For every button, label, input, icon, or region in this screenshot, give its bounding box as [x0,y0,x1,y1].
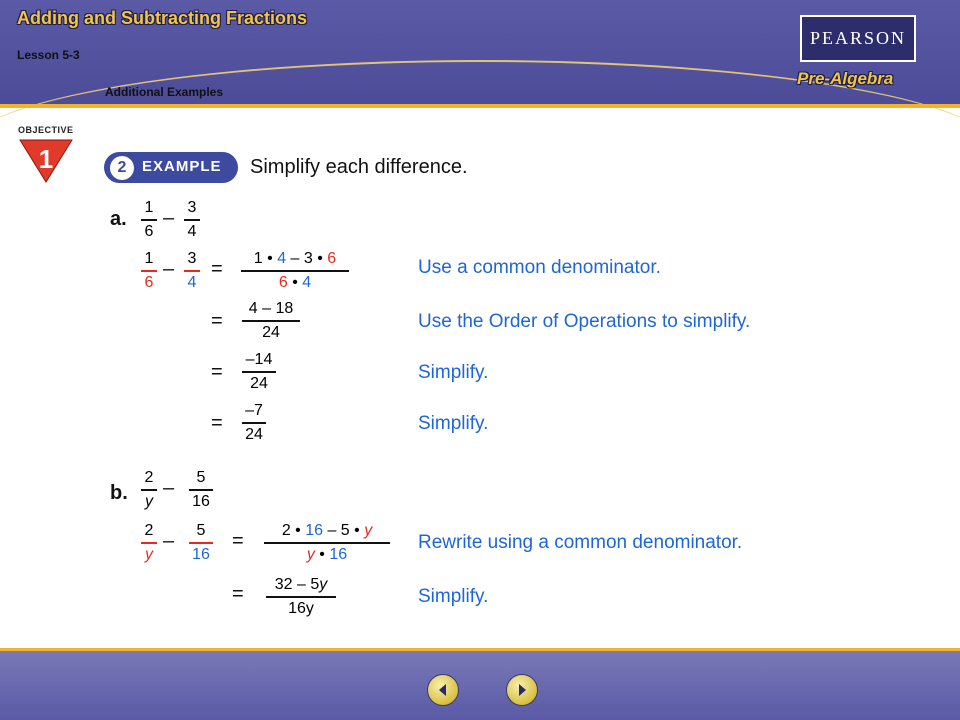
minus-sign: – [163,477,175,499]
part-b-label: b. [110,482,128,504]
fraction: –7 24 [242,401,266,445]
explanation: Simplify. [418,586,489,607]
fraction: 5 16 [189,468,213,512]
example-heading: Simplify each difference. [250,156,468,178]
footer-divider [0,648,960,651]
explanation: Use the Order of Operations to simplify. [418,311,751,332]
part-a-label: a. [110,208,127,230]
fraction: –14 24 [242,350,276,394]
explanation: Simplify. [418,362,489,383]
minus-sign: – [163,207,175,229]
equals-sign: = [232,530,244,552]
arrow-left-icon [435,682,451,698]
lesson-title: Adding and Subtracting Fractions [17,8,308,28]
fraction: 4 – 18 24 [242,299,300,343]
example-tag [104,152,238,183]
next-button[interactable] [506,674,538,706]
fraction: 1 • 4 – 3 • 6 6 • 4 [241,249,349,293]
course-name: Pre-Algebra [797,69,894,88]
header-divider [0,104,960,108]
fraction: 32 – 5y 16y [266,575,336,619]
fraction: 5 16 [189,521,213,565]
explanation: Simplify. [418,413,489,434]
fraction: 3 4 [184,198,200,242]
header-banner [0,0,960,108]
footer-bar [0,648,960,720]
fraction: 2 y [141,521,157,565]
minus-sign: – [163,258,175,280]
objective-label: OBJECTIVE [18,125,74,135]
explanation: Use a common denominator. [418,257,661,278]
objective-number: 1 [38,144,54,174]
fraction: 2 y [141,468,157,512]
equals-sign: = [211,258,223,280]
example-number: 2 [110,156,134,180]
fraction: 1 6 [141,249,157,293]
equals-sign: = [232,583,244,605]
section-subtitle: Additional Examples [105,85,224,99]
explanation: Rewrite using a common denominator. [418,532,743,553]
equals-sign: = [211,310,223,332]
minus-sign: – [163,530,175,552]
fraction: 1 6 [141,198,157,242]
example-label: EXAMPLE [142,158,222,175]
fraction: 2 • 16 – 5 • y y • 16 [264,521,390,565]
fraction: 3 4 [184,249,200,293]
arrow-right-icon [514,682,530,698]
equals-sign: = [211,361,223,383]
previous-button[interactable] [427,674,459,706]
lesson-number: Lesson 5-3 [17,48,80,62]
pearson-logo: PEARSON [800,15,916,62]
equals-sign: = [211,412,223,434]
objective-badge-icon [18,138,74,184]
